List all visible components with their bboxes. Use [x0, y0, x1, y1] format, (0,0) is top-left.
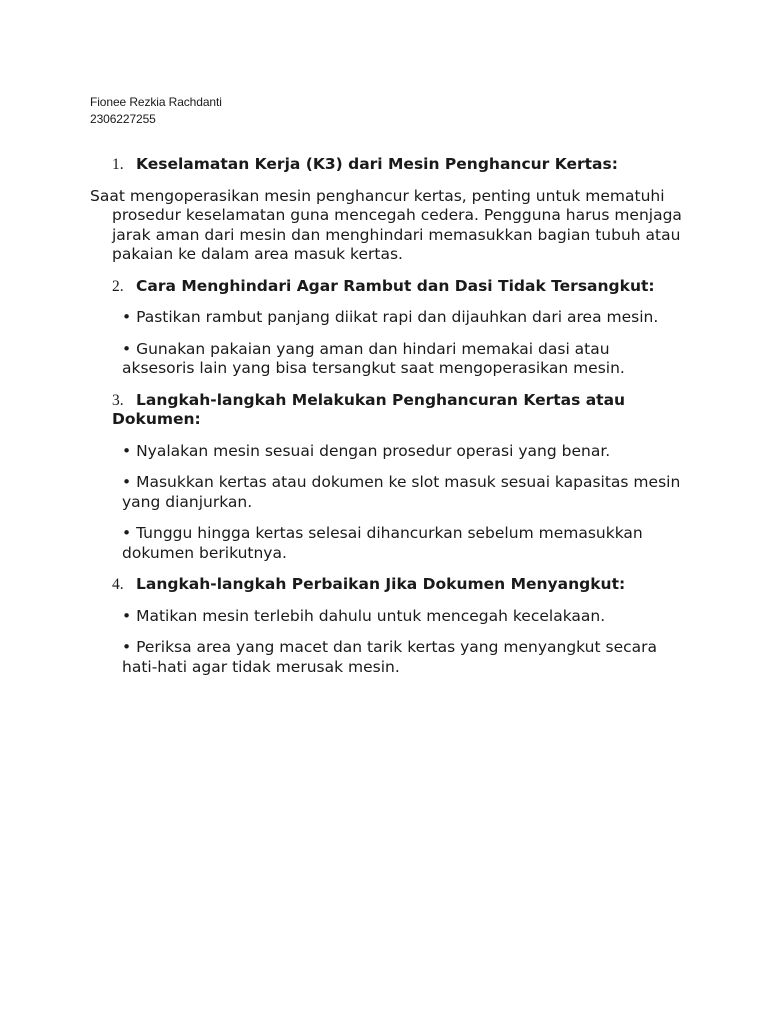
- section-title: Keselamatan Kerja (K3) dari Mesin Penghancur Kertas:: [136, 155, 618, 173]
- section-number: 3.: [112, 391, 124, 409]
- bullet-item: • Nyalakan mesin sesuai dengan prosedur operasi yang benar.: [122, 441, 611, 460]
- section-heading-1: [90, 155, 690, 175]
- author-name: Fionee Rezkia Rachdanti: [90, 95, 222, 109]
- section-heading-3: [90, 391, 690, 430]
- author-id: 2306227255: [90, 112, 156, 126]
- section-number: 4.: [112, 576, 124, 593]
- section-number: 2.: [112, 277, 124, 295]
- bullet-item: • Pastikan rambut panjang diikat rapi dan dijauhkan dari area mesin.: [122, 308, 659, 326]
- section-title: Langkah-langkah Melakukan Penghancuran Kertas atau Dokumen:: [112, 390, 626, 428]
- bullet-item: • Masukkan kertas atau dokumen ke slot masuk sesuai kapasitas mesin yang dianjurkan.: [122, 473, 681, 511]
- document-body: [90, 155, 690, 677]
- section-heading-2: [90, 277, 690, 297]
- bullet-item: • Gunakan pakaian yang aman dan hindari memakai dasi atau aksesoris lain yang bisa tersangkut saat mengoperasikan mesin.: [122, 339, 625, 377]
- bullet-item: • Periksa area yang macet dan tarik kertas yang menyangkut secara hati-hati agar tidak merusak mesin.: [122, 638, 658, 676]
- author-block: [90, 94, 222, 128]
- section-title: Langkah-langkah Perbaikan Jika Dokumen Menyangkut:: [136, 575, 626, 593]
- bullet-item: • Tunggu hingga kertas selesai dihancurkan sebelum memasukkan dokumen berikutnya.: [122, 524, 643, 562]
- bullet-item: • Matikan mesin terlebih dahulu untuk mencegah kecelakaan.: [122, 606, 606, 625]
- section-heading-4: [90, 575, 690, 595]
- section-title: Cara Menghindari Agar Rambut dan Dasi Tidak Tersangkut:: [136, 276, 655, 295]
- section-paragraph: Saat mengoperasikan mesin penghancur kertas, penting untuk mematuhi prosedur keselamatan guna mencegah cedera. Pengguna harus menjaga jarak aman dari mesin dan menghindari memasukkan bagian tubuh atau pakaian ke dalam area masuk kertas.: [90, 186, 682, 263]
- section-number: 1.: [112, 156, 124, 173]
